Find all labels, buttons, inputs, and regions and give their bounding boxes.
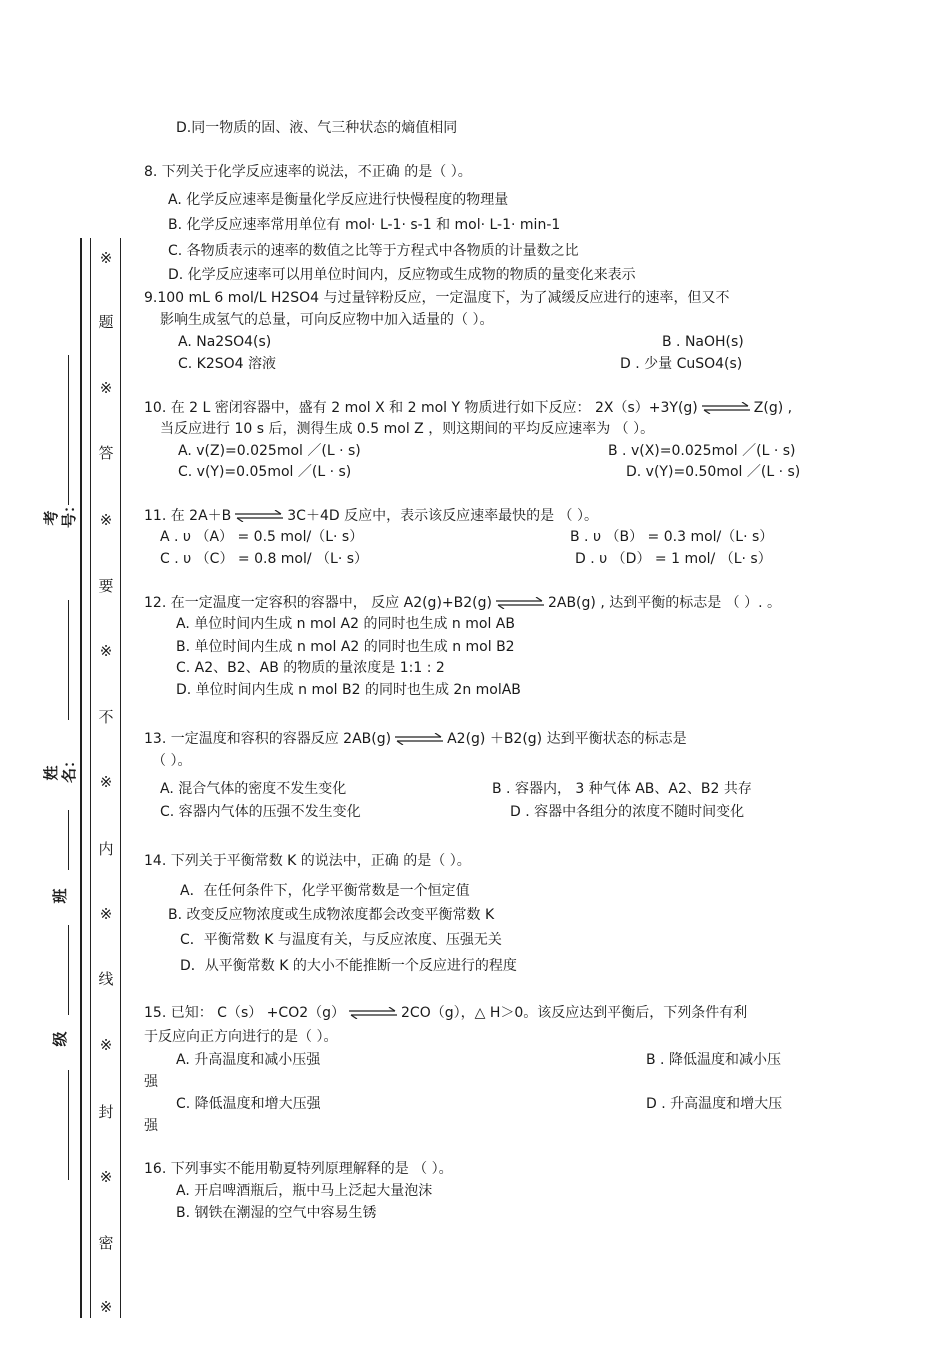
- binding-margin: [0, 0, 130, 1345]
- q14-option-d: D．从平衡常数 K 的大小不能推断一个反应进行的程度: [180, 958, 517, 974]
- margin-mark: ※: [99, 1036, 113, 1054]
- field-underline: [68, 600, 69, 720]
- margin-mark: 封: [98, 1103, 114, 1121]
- q8-stem: 8. 下列关于化学反应速率的说法，不正确 的是（ ）。: [144, 164, 472, 180]
- q15-option-a: A. 升高温度和减小压强: [176, 1052, 321, 1068]
- q9-stem-1: 9.100 mL 6 mol/L H2SO4 与过量锌粉反应，一定温度下，为了减缓反应进行的速率，但又不: [144, 290, 730, 306]
- margin-mark: ※: [99, 773, 113, 791]
- q13-option-d: D . 容器中各组分的浓度不随时间变化: [510, 804, 745, 820]
- margin-mark: ※: [99, 379, 113, 397]
- q8-option-d: D. 化学反应速率可以用单位时间内，反应物或生成物的物质的量变化来表示: [168, 267, 636, 283]
- q11-option-a: A . υ （A） = 0.5 mol/（L· s）: [160, 529, 364, 545]
- q13-stem: [144, 730, 687, 748]
- margin-mark: 答: [98, 444, 114, 462]
- margin-mark: 题: [98, 313, 114, 331]
- q13-stem-2: （ ）。: [152, 753, 192, 769]
- q10-option-b: B . v(X)=0.025mol ／(L · s): [608, 443, 796, 459]
- exam-number-label: 考号：: [42, 497, 78, 528]
- name-label: 姓名：: [42, 752, 78, 783]
- equilibrium-arrow-icon: [395, 733, 443, 745]
- q10-stem-1b: Z(g) ,: [753, 400, 793, 416]
- grade-label: 级: [51, 1031, 69, 1047]
- q11-option-c: C . υ （C） = 0.8 mol/ （L· s）: [160, 551, 369, 567]
- margin-mark: ※: [99, 249, 113, 267]
- q15-option-d: D . 升高温度和增大压: [646, 1096, 783, 1112]
- q9-option-b: B . NaOH(s): [662, 334, 744, 350]
- field-underline: [68, 1070, 69, 1180]
- margin-line-right: [120, 238, 121, 1318]
- q8-option-b: B. 化学反应速率常用单位有 mol· L-1· s-1 和 mol· L-1· min-1: [168, 217, 561, 233]
- q12-stem-b: 2AB(g) , 达到平衡的标志是 （ ）. 。: [547, 595, 782, 611]
- margin-mark: 线: [98, 970, 114, 988]
- q11-stem-a: 11. 在 2A＋B: [144, 508, 232, 524]
- margin-mark: ※: [99, 905, 113, 923]
- q9-stem-2: 影响生成氢气的总量，可向反应物中加入适量的（ ）。: [160, 312, 494, 328]
- q10-option-d: D. v(Y)=0.50mol ／(L · s): [626, 464, 801, 480]
- q7-option-d: D.同一物质的固、液、气三种状态的熵值相同: [176, 120, 458, 136]
- q12-option-d: D. 单位时间内生成 n mol B2 的同时也生成 2n molAB: [176, 682, 521, 698]
- q12-option-a: A. 单位时间内生成 n mol A2 的同时也生成 n mol AB: [176, 616, 515, 632]
- margin-line-inner: [90, 238, 91, 1318]
- q13-option-c: C. 容器内气体的压强不发生变化: [160, 804, 361, 820]
- q12-option-b: B. 单位时间内生成 n mol A2 的同时也生成 n mol B2: [176, 639, 515, 655]
- q13-stem-a: 13. 一定温度和容积的容器反应 2AB(g): [144, 731, 392, 747]
- q15-stem-2: 于反应向正方向进行的是（ ）。: [144, 1029, 338, 1045]
- q15-stem: [144, 1004, 747, 1022]
- q14-option-a: A．在任何条件下，化学平衡常数是一个恒定值: [180, 883, 470, 899]
- q10-stem-1: [144, 399, 792, 417]
- q12-stem-a: 12. 在一定温度一定容积的容器中， 反应 A2(g)+B2(g): [144, 595, 492, 611]
- field-underline: [68, 925, 69, 1015]
- margin-line-outer: [80, 238, 82, 1318]
- q9-option-c: C. K2SO4 溶液: [178, 356, 277, 372]
- q15-option-b: B . 降低温度和减小压: [646, 1052, 781, 1068]
- q9-option-a: A. Na2SO4(s): [178, 334, 272, 350]
- margin-mark: 不: [98, 708, 114, 726]
- margin-mark: ※: [99, 1298, 113, 1316]
- q16-option-a: A. 开启啤酒瓶后，瓶中马上泛起大量泡沫: [176, 1183, 433, 1199]
- q13-option-b: B . 容器内， 3 种气体 AB、A2、B2 共存: [492, 781, 752, 797]
- margin-mark: ※: [99, 642, 113, 660]
- q11-option-b: B . υ （B） = 0.3 mol/（L· s）: [570, 529, 774, 545]
- q11-option-d: D . υ （D） = 1 mol/ （L· s）: [575, 551, 772, 567]
- q14-stem: 14. 下列关于平衡常数 K 的说法中，正确 的是（ ）。: [144, 853, 471, 869]
- margin-mark: ※: [99, 1168, 113, 1186]
- q16-option-b: B. 钢铁在潮湿的空气中容易生锈: [176, 1205, 377, 1221]
- field-underline: [68, 355, 69, 505]
- q13-stem-b: A2(g) ＋B2(g) 达到平衡状态的标志是: [447, 731, 687, 747]
- margin-mark: 内: [98, 840, 114, 858]
- field-underline: [68, 810, 69, 870]
- q10-option-a: A. v(Z)=0.025mol ／(L · s): [178, 443, 361, 459]
- q15-option-b-wrap: 强: [144, 1074, 158, 1090]
- margin-mark: ※: [99, 511, 113, 529]
- q13-option-a: A. 混合气体的密度不发生变化: [160, 781, 347, 797]
- q15-stem-a: 15. 已知： C（s） +CO2（g）: [144, 1005, 346, 1021]
- q8-option-a: A. 化学反应速率是衡量化学反应进行快慢程度的物理量: [168, 192, 509, 208]
- class-label: 班: [51, 888, 69, 904]
- margin-mark: 要: [98, 577, 114, 595]
- q15-option-d-wrap: 强: [144, 1118, 158, 1134]
- q12-option-c: C. A2、B2、AB 的物质的量浓度是 1:1 : 2: [176, 660, 445, 676]
- q14-option-c: C．平衡常数 K 与温度有关，与反应浓度、压强无关: [180, 932, 502, 948]
- q12-stem: [144, 594, 781, 612]
- q10-stem-1a: 10. 在 2 L 密闭容器中，盛有 2 mol X 和 2 mol Y 物质进行如下反应： 2X（s）+3Y(g): [144, 400, 698, 416]
- margin-mark: 密: [98, 1234, 114, 1252]
- q11-stem-b: 3C＋4D 反应中，表示该反应速率最快的是 （ ）。: [287, 508, 598, 524]
- equilibrium-arrow-icon: [235, 510, 283, 522]
- equilibrium-arrow-icon: [496, 597, 544, 609]
- q14-option-b: B. 改变反应物浓度或生成物浓度都会改变平衡常数 K: [168, 907, 495, 923]
- q9-option-d: D . 少量 CuSO4(s): [620, 356, 743, 372]
- q15-option-c: C. 降低温度和增大压强: [176, 1096, 321, 1112]
- equilibrium-arrow-icon: [702, 402, 750, 414]
- equilibrium-arrow-icon: [349, 1007, 397, 1019]
- q8-option-c: C. 各物质表示的速率的数值之比等于方程式中各物质的计量数之比: [168, 243, 579, 259]
- q10-stem-2: 当反应进行 10 s 后，测得生成 0.5 mol Z ，则这期间的平均反应速率为 （ ）。: [160, 421, 655, 437]
- q10-option-c: C. v(Y)=0.05mol ／(L · s): [178, 464, 352, 480]
- q16-stem: 16. 下列事实不能用勒夏特列原理解释的是 （ ）。: [144, 1161, 453, 1177]
- q11-stem: [144, 507, 598, 525]
- q15-stem-b: 2CO（g），△ H＞0。该反应达到平衡后，下列条件有利: [401, 1005, 748, 1021]
